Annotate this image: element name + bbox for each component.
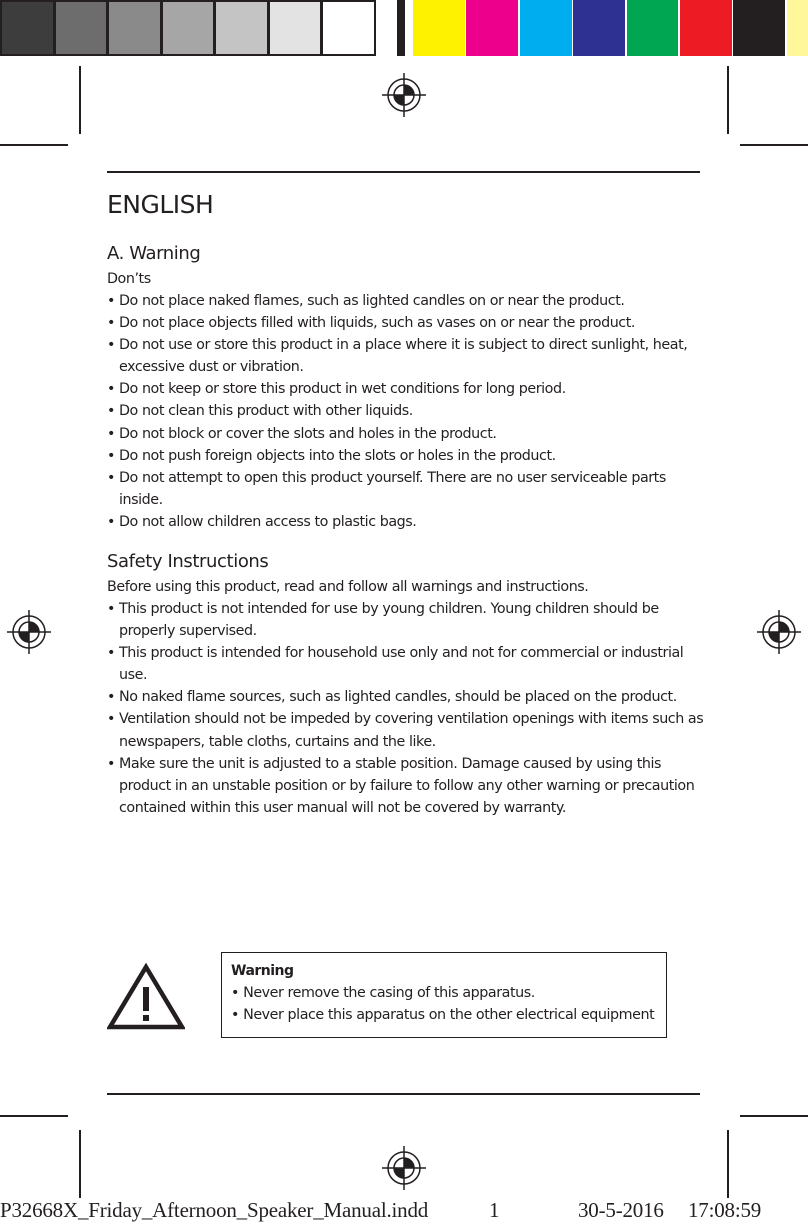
crop-mark <box>79 66 81 134</box>
warning-box-line: • Never place this apparatus on the other electrical equipment <box>231 1007 655 1023</box>
slug-filename: P32668X_Friday_Afternoon_Speaker_Manual.indd <box>0 1198 429 1222</box>
bullet-icon: • <box>107 381 115 398</box>
list-item-text: No naked flame sources, such as lighted candles, should be placed on the product. <box>119 689 677 706</box>
color-swatch <box>627 0 679 56</box>
list-item <box>107 598 707 642</box>
color-swatch <box>413 0 465 56</box>
warning-box-line: • Never remove the casing of this apparatus. <box>231 985 535 1001</box>
gray-swatch <box>161 0 216 56</box>
slug-time: 17:08:59 <box>688 1198 762 1222</box>
color-swatch <box>466 0 518 56</box>
bullet-icon: • <box>107 645 115 662</box>
list-item <box>107 686 707 708</box>
list-item-text: Make sure the unit is adjusted to a stable position. Damage caused by using this <box>119 755 662 772</box>
list-item-text: Do not place naked flames, such as lighted candles on or near the product. <box>119 293 625 309</box>
crop-mark <box>740 144 808 146</box>
gray-swatch <box>321 0 376 56</box>
list-item-text: Do not use or store this product in a place where it is subject to direct sunlight, heat, <box>119 337 688 354</box>
list-item <box>107 423 707 445</box>
color-swatch <box>520 0 572 56</box>
list-item <box>107 753 707 819</box>
crop-mark <box>727 66 729 134</box>
bullet-icon: • <box>107 293 115 309</box>
list-item <box>107 708 707 752</box>
list-item-text: This product is not intended for use by young children. Young children should be <box>119 601 659 617</box>
list-item-text: This product is intended for household use only and not for commercial or industrial <box>119 645 684 662</box>
color-swatch <box>573 0 625 56</box>
crop-mark <box>79 1130 81 1198</box>
swatch-separator <box>397 0 405 56</box>
color-swatch <box>787 0 808 56</box>
gray-swatch <box>0 0 55 56</box>
list-item <box>107 312 707 334</box>
list-item-text: Do not block or cover the slots and holes in the product. <box>119 425 497 442</box>
list-item-text: product in an unstable position or by failure to follow any other warning or precaution <box>119 777 695 794</box>
crop-mark <box>0 1115 68 1117</box>
bullet-icon: • <box>107 711 115 728</box>
gray-swatch <box>54 0 109 56</box>
bullet-icon: • <box>107 447 115 464</box>
language-heading: ENGLISH <box>107 190 214 219</box>
bullet-icon: • <box>107 337 115 354</box>
bullet-icon: • <box>107 601 115 617</box>
slug-page-number: 1 <box>489 1198 500 1222</box>
warning-triangle-icon <box>107 963 185 1031</box>
list-item <box>107 334 707 378</box>
gray-swatch <box>107 0 162 56</box>
list-item-text: Do not keep or store this product in wet conditions for long period. <box>119 381 566 398</box>
color-swatch <box>680 0 732 56</box>
safety-section-title: Safety Instructions <box>107 551 269 572</box>
crop-mark <box>727 1130 729 1198</box>
bullet-icon: • <box>107 315 115 332</box>
crop-mark <box>740 1115 808 1117</box>
bullet-icon: • <box>107 755 115 772</box>
list-item-text: properly supervised. <box>119 623 257 640</box>
safety-list <box>107 598 707 819</box>
list-item-text: Do not place objects filled with liquids, such as vases on or near the product. <box>119 315 635 332</box>
list-item <box>107 642 707 686</box>
color-swatch <box>733 0 785 56</box>
bullet-icon: • <box>107 469 115 486</box>
gray-swatch <box>268 0 323 56</box>
list-item-text: use. <box>119 667 148 684</box>
registration-mark-icon <box>380 1144 428 1192</box>
gray-swatch <box>214 0 269 56</box>
list-item-text: newspapers, table cloths, curtains and the like. <box>119 733 436 750</box>
list-item-text: Do not attempt to open this product yourself. There are no user serviceable parts <box>119 469 666 486</box>
warning-section-title: A. Warning <box>107 243 201 264</box>
list-item-text: inside. <box>119 491 163 508</box>
list-item-text: contained within this user manual will not be covered by warranty. <box>119 799 566 816</box>
list-item <box>107 400 707 422</box>
warning-section-subtitle: Don’ts <box>107 271 151 287</box>
bullet-icon: • <box>107 513 115 530</box>
safety-section-intro: Before using this product, read and follow all warnings and instructions. <box>107 579 589 595</box>
list-item <box>107 511 707 533</box>
slug-date: 30-5-2016 <box>578 1198 664 1222</box>
list-item <box>107 290 707 312</box>
list-item-text: Ventilation should not be impeded by covering ventilation openings with items such as <box>119 711 704 728</box>
bullet-icon: • <box>107 425 115 442</box>
list-item-text: Do not clean this product with other liquids. <box>119 403 413 420</box>
list-item-text: Do not allow children access to plastic bags. <box>119 513 417 530</box>
list-item <box>107 378 707 400</box>
registration-mark-icon <box>380 71 428 119</box>
crop-mark <box>0 144 68 146</box>
registration-mark-icon <box>5 608 53 656</box>
warning-list <box>107 290 707 533</box>
bullet-icon: • <box>107 689 115 706</box>
warning-box-title: Warning <box>231 963 294 979</box>
list-item <box>107 467 707 511</box>
top-rule <box>107 171 700 173</box>
registration-mark-icon <box>755 608 803 656</box>
bullet-icon: • <box>107 403 115 420</box>
list-item-text: Do not push foreign objects into the slots or holes in the product. <box>119 447 556 464</box>
list-item <box>107 445 707 467</box>
bottom-rule <box>107 1093 700 1095</box>
warning-box <box>221 952 667 1038</box>
list-item-text: excessive dust or vibration. <box>119 359 304 376</box>
